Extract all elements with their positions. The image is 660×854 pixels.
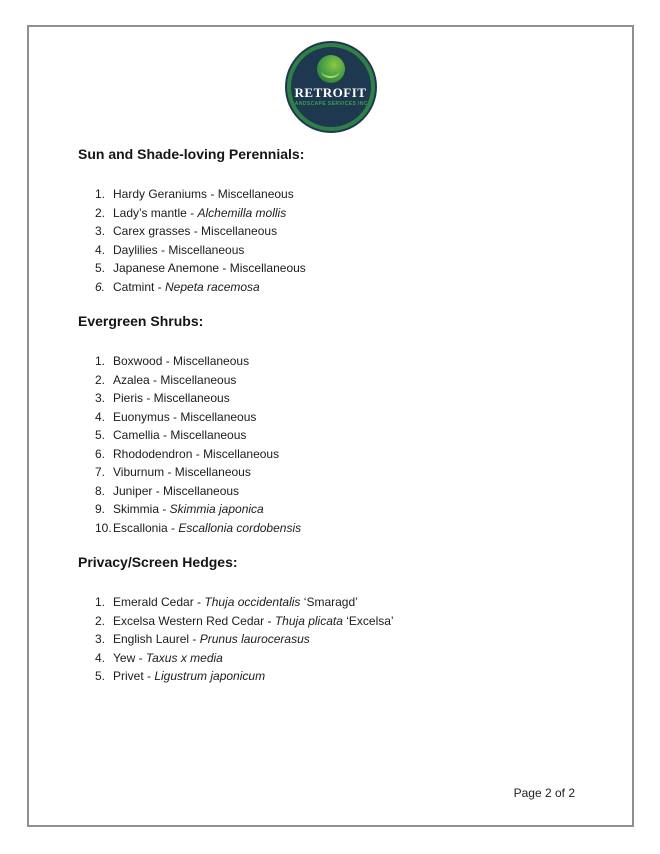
list-item-text	[113, 463, 251, 482]
list-item-text	[113, 259, 306, 278]
list-item-number: 7.	[95, 465, 106, 479]
list-item-text	[113, 408, 256, 427]
list-item-text	[113, 278, 260, 297]
plant-latin-name: Thuja occidentalis	[204, 595, 301, 609]
company-logo	[287, 43, 375, 131]
list-item	[95, 482, 602, 501]
plant-list	[78, 593, 602, 686]
plant-common-name: Rhododendron - Miscellaneous	[113, 446, 280, 461]
plant-latin-name: Prunus laurocerasus	[199, 632, 310, 646]
plant-common-name: Yew -	[113, 650, 146, 665]
list-item-text	[113, 519, 301, 538]
list-item-text	[113, 204, 286, 223]
list-item	[95, 352, 602, 371]
plant-section	[78, 553, 602, 686]
plant-latin-name: Escallonia cordobensis	[178, 520, 302, 535]
plant-latin-name: Nepeta racemosa	[165, 279, 260, 294]
list-item-text	[113, 389, 230, 408]
list-item	[95, 371, 602, 390]
plant-section	[78, 312, 602, 537]
list-item-text	[113, 482, 239, 501]
plant-cultivar-name: ‘Excelsa’	[342, 613, 394, 628]
plant-common-name: Pieris - Miscellaneous	[113, 391, 230, 405]
globe-icon	[317, 55, 345, 83]
list-item-text	[113, 612, 394, 631]
plant-latin-name: Alchemilla mollis	[197, 205, 287, 220]
section-heading: Sun and Shade-loving Perennials:	[78, 146, 305, 162]
list-item-text	[113, 667, 265, 686]
plant-common-name: Carex grasses - Miscellaneous	[113, 224, 278, 238]
section-heading: Privacy/Screen Hedges:	[78, 554, 238, 570]
list-item	[95, 241, 602, 260]
plant-common-name: Skimmia -	[113, 502, 170, 516]
list-item-number: 3.	[95, 391, 106, 405]
plant-common-name: Lady’s mantle -	[113, 205, 198, 220]
plant-common-name: Juniper - Miscellaneous	[113, 483, 240, 498]
list-item-text	[113, 241, 244, 260]
list-item	[95, 649, 602, 668]
plant-common-name: Emerald Cedar -	[113, 595, 205, 609]
plant-common-name: Viburnum - Miscellaneous	[113, 465, 251, 479]
list-item	[95, 185, 602, 204]
document-content	[29, 145, 632, 686]
plant-common-name: Catmint -	[113, 279, 166, 294]
list-item-number: 4.	[95, 650, 106, 665]
list-item-text	[113, 426, 246, 445]
plant-common-name: Euonymus - Miscellaneous	[113, 409, 257, 424]
plant-section	[78, 145, 602, 296]
list-item-number: 4.	[95, 409, 106, 424]
list-item-number: 10.	[95, 520, 112, 535]
plant-cultivar-name: ‘Smaragd’	[300, 595, 358, 609]
plant-common-name: Japanese Anemone - Miscellaneous	[113, 261, 306, 275]
plant-common-name: Excelsa Western Red Cedar -	[113, 613, 275, 628]
list-item-number: 1.	[95, 354, 106, 368]
section-heading: Evergreen Shrubs:	[78, 313, 204, 329]
list-item-number: 2.	[95, 372, 106, 387]
list-item-text	[113, 649, 223, 668]
list-item	[95, 630, 602, 649]
plant-list	[78, 352, 602, 537]
list-item-text	[113, 630, 310, 649]
list-item-text	[113, 222, 277, 241]
list-item	[95, 426, 602, 445]
plant-common-name: Boxwood - Miscellaneous	[113, 354, 250, 368]
plant-common-name: Privet -	[113, 669, 155, 683]
list-item-number: 5.	[95, 669, 106, 683]
list-item	[95, 500, 602, 519]
list-item-number: 4.	[95, 242, 106, 257]
list-item-number: 1.	[95, 595, 106, 609]
list-item-text	[113, 185, 294, 204]
list-item-number: 6.	[95, 279, 106, 294]
plant-common-name: Hardy Geraniums - Miscellaneous	[113, 187, 294, 201]
list-item	[95, 445, 602, 464]
list-item-number: 8.	[95, 483, 106, 498]
list-item-number: 6.	[95, 446, 106, 461]
plant-list	[78, 185, 602, 296]
list-item-text	[113, 352, 249, 371]
list-item-number: 5.	[95, 261, 106, 275]
list-item	[95, 222, 602, 241]
list-item	[95, 519, 602, 538]
list-item-number: 2.	[95, 205, 106, 220]
list-item	[95, 389, 602, 408]
logo-tagline-text: LANDSCAPE SERVICES INC.	[291, 101, 370, 107]
plant-common-name: English Laurel -	[113, 632, 200, 646]
list-item-number: 3.	[95, 632, 106, 646]
plant-common-name: Camellia - Miscellaneous	[113, 428, 247, 442]
list-item-text	[113, 500, 264, 519]
document-page	[27, 25, 634, 827]
list-item	[95, 408, 602, 427]
list-item	[95, 463, 602, 482]
plant-common-name: Daylilies - Miscellaneous	[113, 242, 245, 257]
plant-latin-name: Ligustrum japonicum	[154, 669, 266, 683]
list-item-number: 2.	[95, 613, 106, 628]
page-number: Page 2 of 2	[513, 786, 575, 800]
list-item	[95, 259, 602, 278]
list-item-text	[113, 371, 236, 390]
list-item	[95, 667, 602, 686]
plant-common-name: Azalea - Miscellaneous	[113, 372, 237, 387]
list-item	[95, 278, 602, 297]
list-item-number: 1.	[95, 187, 106, 201]
list-item	[95, 612, 602, 631]
list-item	[95, 204, 602, 223]
logo-brand-text: RETROFIT	[294, 85, 367, 100]
plant-common-name: Escallonia -	[113, 520, 179, 535]
plant-latin-name: Thuja plicata	[274, 613, 343, 628]
list-item-number: 9.	[95, 502, 106, 516]
list-item-number: 5.	[95, 428, 106, 442]
list-item-number: 3.	[95, 224, 106, 238]
plant-latin-name: Skimmia japonica	[169, 502, 264, 516]
list-item	[95, 593, 602, 612]
plant-latin-name: Taxus x media	[145, 650, 223, 665]
list-item-text	[113, 593, 358, 612]
list-item-text	[113, 445, 279, 464]
